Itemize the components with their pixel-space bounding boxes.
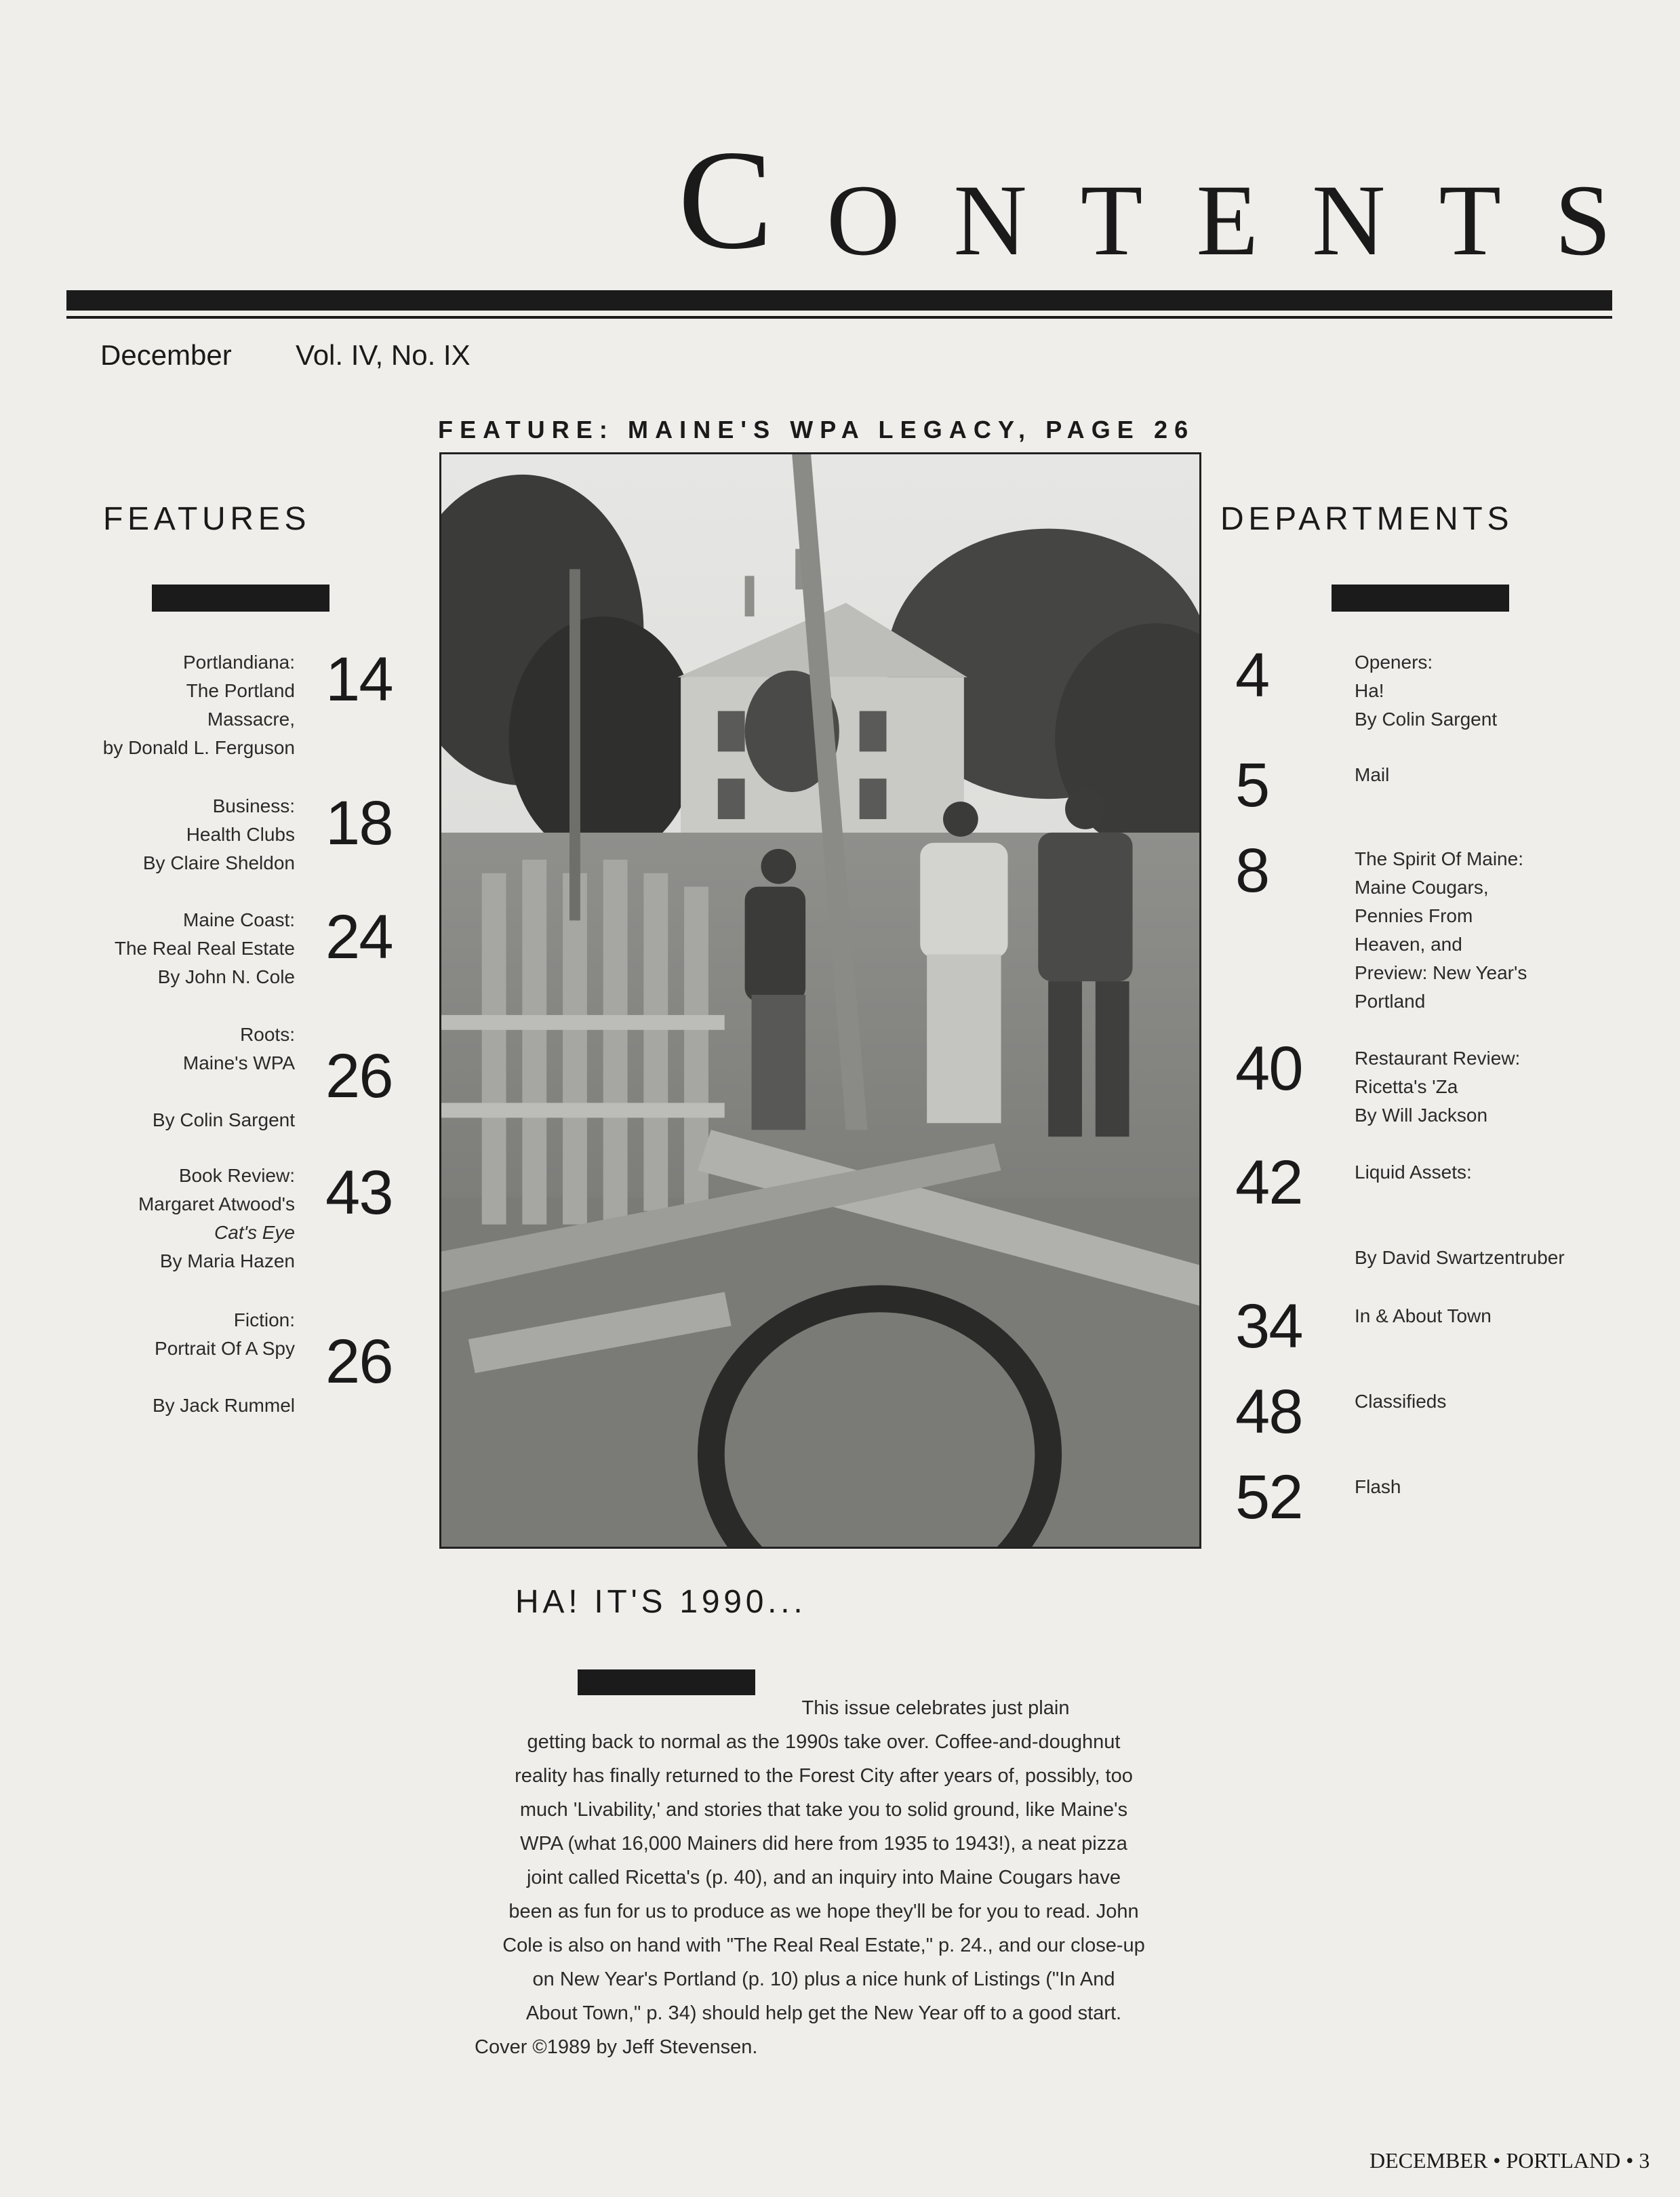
feature-line: Portlandiana: [182, 652, 295, 673]
department-line: Openers: [1355, 652, 1433, 673]
title-rule-thin [66, 316, 1612, 319]
department-line: Heaven, and [1355, 934, 1462, 955]
title-rule-thick [66, 290, 1612, 311]
feature-line: Margaret Atwood's [138, 1193, 295, 1214]
feature-line: Maine Coast: [183, 909, 295, 930]
feature-line [0, 1363, 295, 1391]
feature-line: Book Review: [178, 1165, 295, 1186]
department-title [1355, 845, 1653, 1016]
intro-heading: HA! IT'S 1990... [515, 1584, 807, 1620]
department-line: Flash [1355, 1476, 1401, 1497]
department-title [1355, 1387, 1653, 1416]
intro-line: WPA (what 16,000 Mainers did here from 1935 to 1943!), a neat pizza [520, 1833, 1127, 1855]
department-line: Maine Cougars, [1355, 877, 1489, 898]
department-page-number: 40 [1235, 1034, 1302, 1103]
feature-title [0, 906, 295, 991]
department-line: The Spirit Of Maine: [1355, 848, 1523, 869]
feature-page-number: 26 [325, 1042, 393, 1111]
intro-line: joint called Ricetta's (p. 40), and an inquiry into Maine Cougars have [526, 1867, 1121, 1888]
feature-page-number: 26 [325, 1327, 393, 1396]
department-title [1355, 1044, 1653, 1130]
feature-title [0, 1306, 295, 1420]
feature-page-number: 14 [325, 645, 393, 714]
feature-line: by Donald L. Ferguson [102, 737, 295, 758]
features-heading: FEATURES [103, 501, 311, 537]
departments-heading-bar [1332, 585, 1509, 612]
department-page-number: 34 [1235, 1292, 1302, 1361]
intro-line: This issue celebrates just plain [801, 1697, 1070, 1719]
departments-heading: DEPARTMENTS [1220, 501, 1514, 537]
title-letter: C [678, 121, 776, 279]
intro-line: Cole is also on hand with "The Real Real Estate," p. 24., and our close-up [502, 1935, 1145, 1956]
feature-line: Maine's WPA [182, 1052, 295, 1073]
feature-page-number: 43 [325, 1158, 393, 1227]
intro-line: getting back to normal as the 1990s take over. Coffee-and-doughnut [527, 1731, 1121, 1753]
department-title [1355, 1302, 1653, 1330]
intro-line: Cover ©1989 by Jeff Stevensen. [475, 2036, 758, 2058]
department-page-number: 52 [1235, 1463, 1302, 1532]
title-letter: S [1555, 164, 1614, 277]
page-folio: DECEMBER • PORTLAND • 3 [1369, 2148, 1650, 2173]
feature-line: By Claire Sheldon [142, 852, 295, 873]
feature-line: By Colin Sargent [152, 1109, 295, 1130]
feature-line: Massacre, [207, 709, 295, 730]
intro-line: been as fun for us to produce as we hope they'll be for you to read. John [508, 1901, 1139, 1922]
feature-line: By John N. Cole [157, 966, 295, 987]
intro-line: on New Year's Portland (p. 10) plus a nice hunk of Listings ("In And [532, 1968, 1115, 1990]
features-list [0, 645, 434, 1462]
department-line: Restaurant Review: [1355, 1048, 1521, 1069]
feature-line [0, 1077, 295, 1106]
department-page-number: 8 [1235, 836, 1269, 905]
feature-line: Roots: [240, 1024, 295, 1045]
department-page-number: 42 [1235, 1148, 1302, 1217]
feature-title [0, 1162, 295, 1275]
department-line [1355, 1187, 1653, 1215]
title-letter: O [826, 164, 902, 277]
feature-line: Health Clubs [186, 824, 295, 845]
department-title [1355, 761, 1653, 789]
title-letter: N [1312, 164, 1388, 277]
title-letter: N [953, 164, 1030, 277]
feature-page-number: 18 [325, 789, 393, 858]
feature-line: Business: [212, 795, 295, 816]
feature-line: The Real Real Estate [114, 938, 295, 959]
feature-page-number: 24 [325, 903, 393, 972]
feature-line: The Portland [186, 680, 295, 701]
department-line: Liquid Assets: [1355, 1162, 1472, 1183]
department-page-number: 5 [1235, 751, 1269, 820]
intro-line: About Town," p. 34) should help get the New Year off to a good start. [525, 2002, 1122, 2024]
issue-month: December [100, 339, 232, 371]
page-title [678, 121, 1614, 279]
cover-photo [439, 452, 1201, 1549]
title-letter: T [1080, 164, 1145, 277]
department-line [1355, 1215, 1653, 1244]
department-line: Classifieds [1355, 1391, 1447, 1412]
department-line: Preview: New Year's [1355, 962, 1527, 983]
department-line: Ha! [1355, 680, 1384, 701]
department-title [1355, 1473, 1653, 1501]
feature-title [0, 792, 295, 877]
feature-title [0, 1021, 295, 1134]
intro-line: much 'Livability,' and stories that take you to solid ground, like Maine's [519, 1799, 1128, 1821]
department-line: Mail [1355, 764, 1390, 785]
title-letter: T [1439, 164, 1504, 277]
feature-line: Portrait Of A Spy [155, 1338, 295, 1359]
department-line: Ricetta's 'Za [1355, 1076, 1458, 1097]
feature-line: Cat's Eye [214, 1222, 295, 1243]
department-line: Portland [1355, 991, 1426, 1012]
department-title [1355, 648, 1653, 734]
feature-line: By Jack Rummel [152, 1395, 295, 1416]
wpa-workers-photo [441, 454, 1199, 1547]
department-line: By Colin Sargent [1355, 709, 1498, 730]
department-title [1355, 1158, 1653, 1272]
department-line: By Will Jackson [1355, 1105, 1488, 1126]
features-heading-bar [152, 585, 329, 612]
department-page-number: 4 [1235, 641, 1269, 710]
feature-line: By Maria Hazen [159, 1250, 295, 1271]
department-page-number: 48 [1235, 1377, 1302, 1446]
intro-text [475, 1691, 1173, 2064]
feature-caption: FEATURE: MAINE'S WPA LEGACY, PAGE 26 [438, 416, 1195, 443]
intro-line: reality has finally returned to the Forest City after years of, possibly, too [515, 1765, 1133, 1787]
feature-title [0, 648, 295, 762]
department-line: In & About Town [1355, 1305, 1492, 1326]
department-line: By David Swartzentruber [1355, 1247, 1565, 1268]
issue-volume: Vol. IV, No. IX [296, 339, 471, 371]
title-letter: E [1196, 164, 1261, 277]
feature-line: Fiction: [233, 1309, 295, 1330]
department-line: Pennies From [1355, 905, 1473, 926]
